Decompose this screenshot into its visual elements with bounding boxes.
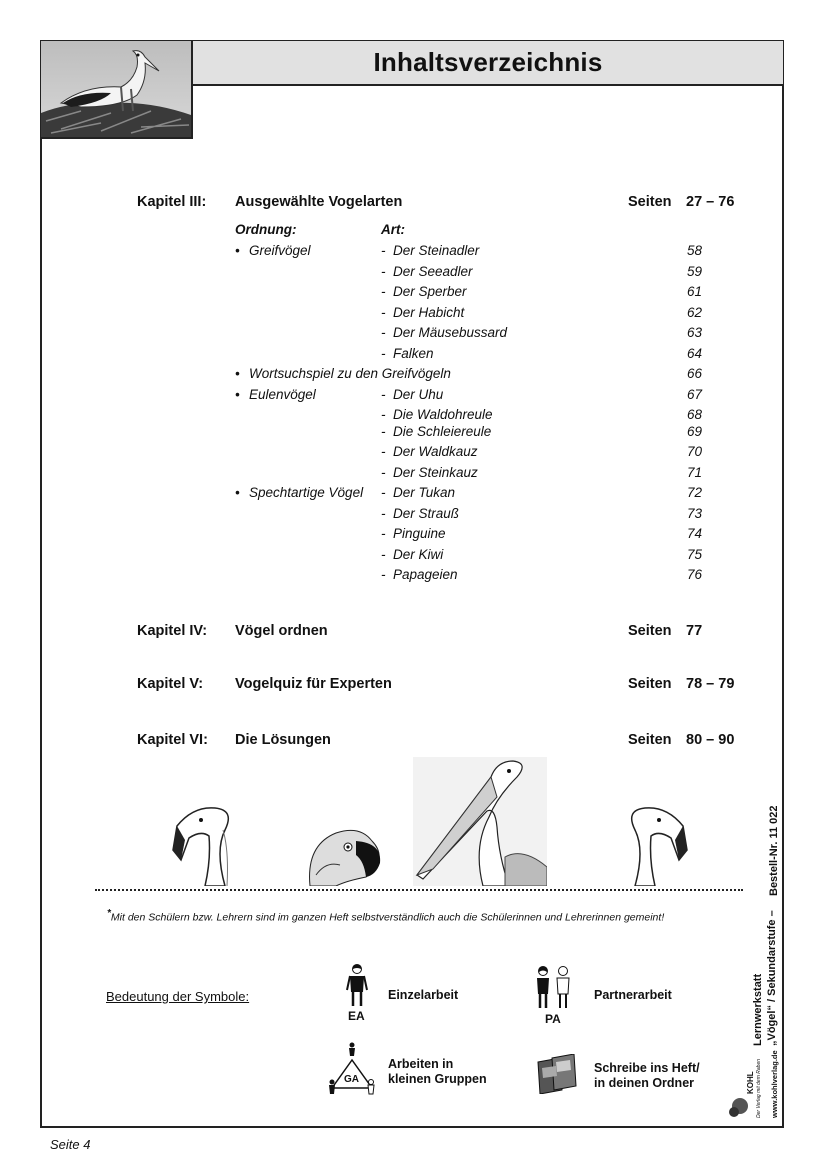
symbols-title-text: Bedeutung der Symbole [106, 989, 246, 1004]
entry-page: 61 [686, 284, 702, 299]
chapter-pages: 80 – 90 [686, 732, 735, 748]
entry-art: Der Tukan [393, 485, 456, 500]
entry-dash: - [381, 547, 386, 562]
ga-label-line2: kleinen Gruppen [388, 1072, 487, 1086]
entry-dash: - [381, 387, 386, 402]
entry-dash: - [381, 567, 386, 582]
entry-row [0, 444, 827, 464]
entry-order: Wortsuchspiel zu den Greifvögeln [249, 366, 451, 381]
entry-art: Der Kiwi [393, 547, 444, 562]
entry-dash: - [381, 243, 386, 258]
entry-dash: - [381, 444, 386, 459]
entry-dash: - [381, 485, 386, 500]
ga-label-line1: Arbeiten in [388, 1057, 454, 1071]
entry-art: Der Steinkauz [393, 465, 478, 480]
pa-code: PA [545, 1012, 561, 1026]
pa-label: Partnerarbeit [594, 988, 672, 1002]
entry-bullet: • [235, 387, 240, 402]
ea-code: EA [348, 1009, 365, 1023]
entry-page: 67 [686, 387, 702, 402]
entry-art: Papageien [393, 567, 458, 582]
notebook-icon [536, 1054, 578, 1094]
chapter-row [0, 732, 827, 754]
sidebar-line1: Lernwerkstatt [752, 973, 764, 1046]
entry-row [0, 547, 827, 567]
entry-art: Der Waldkauz [393, 444, 478, 459]
entry-page: 69 [686, 424, 702, 439]
entry-page: 75 [686, 547, 702, 562]
entry-row [0, 485, 827, 505]
chapter-title: Ausgewählte Vogelarten [235, 194, 403, 210]
page-number: Seite 4 [50, 1137, 91, 1152]
entry-row [0, 387, 827, 407]
chapter-title: Vogelquiz für Experten [235, 676, 392, 692]
raven-icon [728, 1096, 748, 1118]
entry-art: Der Steinadler [393, 243, 480, 258]
entry-dash: - [381, 284, 386, 299]
flamingo-illustration [165, 790, 270, 886]
entry-art: Die Waldohreule [393, 407, 493, 422]
column-headers [0, 222, 827, 242]
chapter-label: Kapitel III: [137, 194, 207, 210]
ga-icon [328, 1042, 376, 1096]
entry-bullet: • [235, 243, 240, 258]
entry-page: 58 [686, 243, 702, 258]
entry-order: Greifvögel [249, 243, 311, 258]
entry-page: 63 [686, 325, 702, 340]
flamingo-illustration-right [590, 790, 695, 886]
dotted-divider [95, 889, 743, 891]
publisher-slogan: Der Verlag mit dem Raben [756, 1058, 762, 1118]
entry-row [0, 526, 827, 546]
entry-row [0, 243, 827, 263]
entry-row [0, 325, 827, 345]
entry-dash: - [381, 526, 386, 541]
entry-dash: - [381, 264, 386, 279]
entry-row [0, 305, 827, 325]
art-header: Art: [381, 222, 405, 237]
chapter-row [0, 194, 827, 216]
footnote-text: Mit den Schülern bzw. Lehrern sind im ganzen Heft selbstverständlich auch die Schülerinnen und Lehrerinnen gemeint! [110, 911, 665, 924]
order-number: Bestell-Nr. 11 022 [768, 805, 780, 896]
entry-page: 73 [686, 506, 702, 521]
chapter-row [0, 623, 827, 645]
heft-label-line2: in deinen Ordner [594, 1076, 695, 1090]
entry-row [0, 567, 827, 587]
ga-label [388, 1057, 487, 1087]
entry-page: 66 [686, 366, 702, 381]
chapter-row [0, 676, 827, 698]
page-title: Inhaltsverzeichnis [373, 47, 603, 77]
chapter-pages-label: Seiten [628, 194, 672, 210]
entry-row [0, 424, 827, 444]
entry-page: 70 [686, 444, 702, 459]
entry-dash: - [381, 346, 386, 361]
entry-row [0, 366, 827, 386]
entry-art: Falken [393, 346, 434, 361]
sidebar-line2: „Vögel“ / Sekundarstufe – [766, 910, 778, 1046]
entry-art: Pinguine [393, 526, 446, 541]
heft-label [594, 1061, 700, 1091]
entry-art: Der Strauß [393, 506, 460, 521]
entry-art: Der Sperber [393, 284, 467, 299]
publisher-website: www.kohlverlag.de [770, 1050, 779, 1118]
entry-dash: - [381, 305, 386, 320]
entry-order: Spechtartige Vögel [249, 485, 364, 500]
symbols-title-colon: : [245, 989, 250, 1004]
entry-art: Der Habicht [393, 305, 465, 320]
entry-row [0, 346, 827, 366]
ordnung-header: Ordnung: [235, 222, 297, 237]
chapter-label: Kapitel V: [137, 676, 204, 692]
entry-row [0, 465, 827, 485]
entry-art: Die Schleiereule [393, 424, 492, 439]
chapter-title: Vögel ordnen [235, 623, 328, 639]
entry-page: 68 [686, 407, 702, 422]
entry-art: Der Mäusebussard [393, 325, 508, 340]
heft-label-line1: Schreibe ins Heft/ [594, 1061, 700, 1075]
entry-dash: - [381, 325, 386, 340]
chapter-pages: 27 – 76 [686, 194, 735, 210]
entry-bullet: • [235, 485, 240, 500]
entry-dash: - [381, 465, 386, 480]
footnote [107, 908, 664, 924]
entry-page: 64 [686, 346, 702, 361]
publisher-sidebar [726, 800, 786, 1122]
ea-label: Einzelarbeit [388, 988, 459, 1002]
chapter-pages-label: Seiten [628, 623, 672, 639]
chapter-title: Die Lösungen [235, 732, 331, 748]
entry-page: 71 [686, 465, 702, 480]
entry-row [0, 264, 827, 284]
title-bar [193, 41, 783, 86]
chapter-pages-label: Seiten [628, 676, 672, 692]
entry-bullet: • [235, 366, 240, 381]
entry-order: Eulenvögel [249, 387, 316, 402]
pa-icon [533, 966, 573, 1010]
entry-page: 72 [686, 485, 702, 500]
entry-row [0, 506, 827, 526]
chapter-pages: 77 [686, 623, 703, 639]
chapter-label: Kapitel IV: [137, 623, 208, 639]
stork-photo [41, 41, 193, 139]
entry-art: Der Uhu [393, 387, 444, 402]
entry-page: 76 [686, 567, 702, 582]
pelican-illustration [413, 757, 547, 886]
entry-row [0, 284, 827, 304]
entry-page: 74 [686, 526, 702, 541]
chapter-pages-label: Seiten [628, 732, 672, 748]
parrot-illustration [306, 825, 384, 886]
entry-dash: - [381, 424, 386, 439]
publisher-logo [726, 1050, 786, 1120]
chapter-label: Kapitel VI: [137, 732, 208, 748]
entry-page: 62 [686, 305, 702, 320]
entry-dash: - [381, 407, 386, 422]
entry-dash: - [381, 506, 386, 521]
chapter-pages: 78 – 79 [686, 676, 735, 692]
symbols-title [106, 989, 249, 1004]
entry-page: 59 [686, 264, 702, 279]
entry-art: Der Seeadler [393, 264, 473, 279]
ea-icon [345, 964, 369, 1008]
ga-code: GA [344, 1074, 359, 1085]
publisher-name: KOHL [746, 1071, 755, 1094]
footnote-star: * [107, 908, 111, 919]
